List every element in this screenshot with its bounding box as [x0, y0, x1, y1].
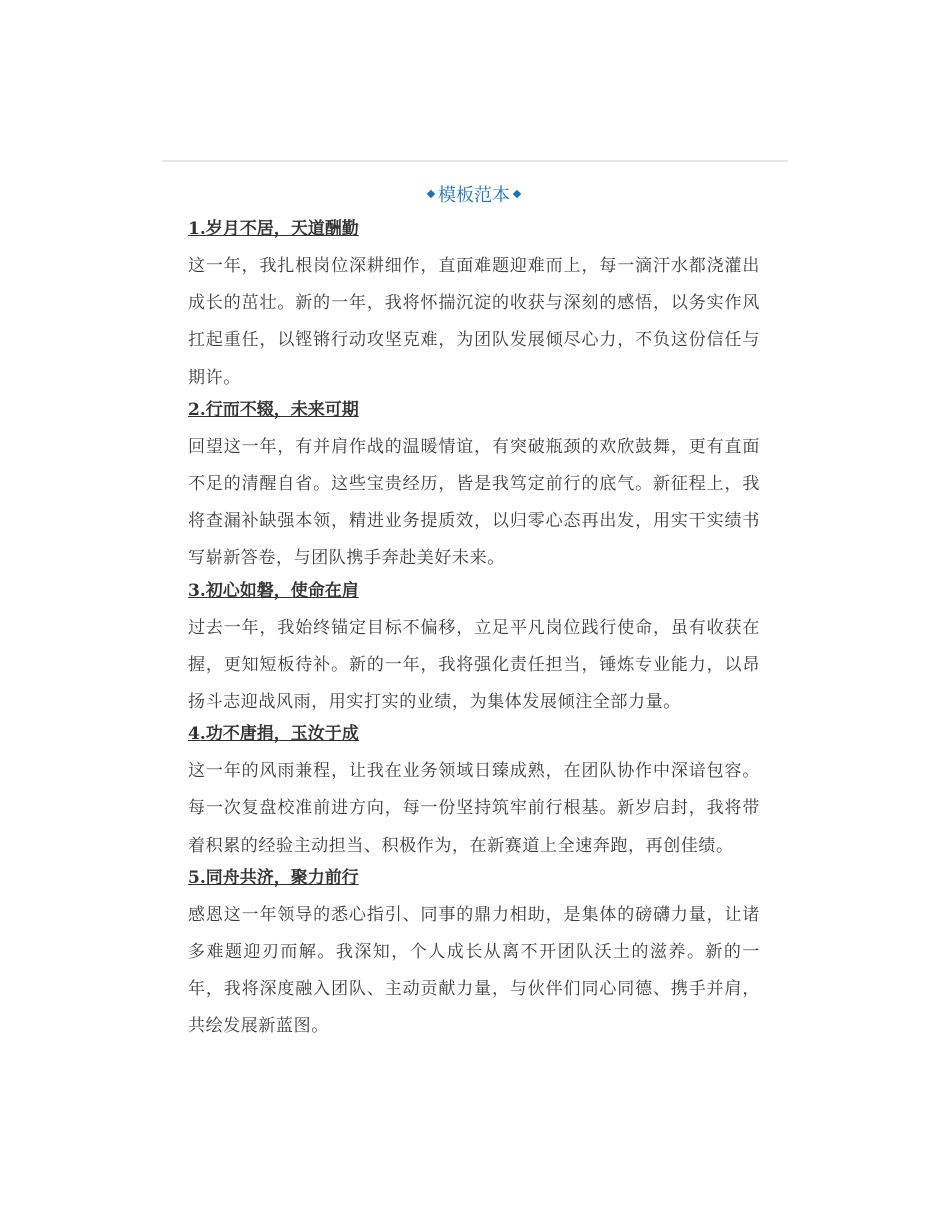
diamond-right-icon: [513, 190, 521, 198]
section-5: [188, 863, 760, 1046]
top-divider: [162, 160, 788, 162]
section-body: 回望这一年，有并肩作战的温暖情谊，有突破瓶颈的欢欣鼓舞，更有直面不足的清醒自省。这些宝贵经历，皆是我笃定前行的底气。新征程上，我将查漏补缺强本领，精进业务提质效，以归零心态再出发，用实干实绩书写崭新答卷，与团队携手奔赴美好未来。: [188, 436, 760, 569]
section-heading: 1.岁月不居，天道酬勤: [188, 219, 359, 239]
document-title: 模板范本: [438, 185, 510, 206]
section-heading: 3.初心如磐，使命在肩: [188, 580, 359, 601]
section-4: [188, 719, 760, 865]
document-title-row: [188, 180, 760, 212]
diamond-left-icon: [427, 190, 435, 198]
section-heading: 2.行而不辍，未来可期: [188, 399, 359, 420]
section-2: [188, 395, 760, 578]
document-body: [188, 180, 760, 1044]
section-body: 过去一年，我始终锚定目标不偏移，立足平凡岗位践行使命，虽有收获在握，更知短板待补。新的一年，我将强化责任担当，锤炼专业能力，以昂扬斗志迎战风雨，用实打实的业绩，为集体发展倾注全部力量。: [188, 617, 760, 713]
section-heading: 4.功不唐捐，玉汝于成: [188, 724, 359, 745]
section-1: [188, 214, 760, 397]
section-body: 这一年的风雨兼程，让我在业务领域日臻成熟，在团队协作中深谙包容。每一次复盘校准前进方向，每一份坚持筑牢前行根基。新岁启封，我将带着积累的经验主动担当、积极作为，在新赛道上全速奔跑，再创佳绩。: [188, 761, 760, 856]
section-body: 感恩这一年领导的悉心指引、同事的鼎力相助，是集体的磅礴力量，让诸多难题迎刃而解。我深知，个人成长从离不开团队沃土的滋养。新的一年，我将深度融入团队、主动贡献力量，与伙伴们同心同德、携手并肩，共绘发展新蓝图。: [188, 904, 760, 1037]
section-body: 这一年，我扎根岗位深耕细作，直面难题迎难而上，每一滴汗水都浇灌出成长的茁壮。新的一年，我将怀揣沉淀的收获与深刻的感悟，以务实作风扛起重任，以铿锵行动攻坚克难，为团队发展倾尽心力，不负这份信任与期许。: [188, 256, 760, 388]
section-3: [188, 576, 760, 722]
section-heading: 5.同舟共济，聚力前行: [188, 867, 359, 888]
